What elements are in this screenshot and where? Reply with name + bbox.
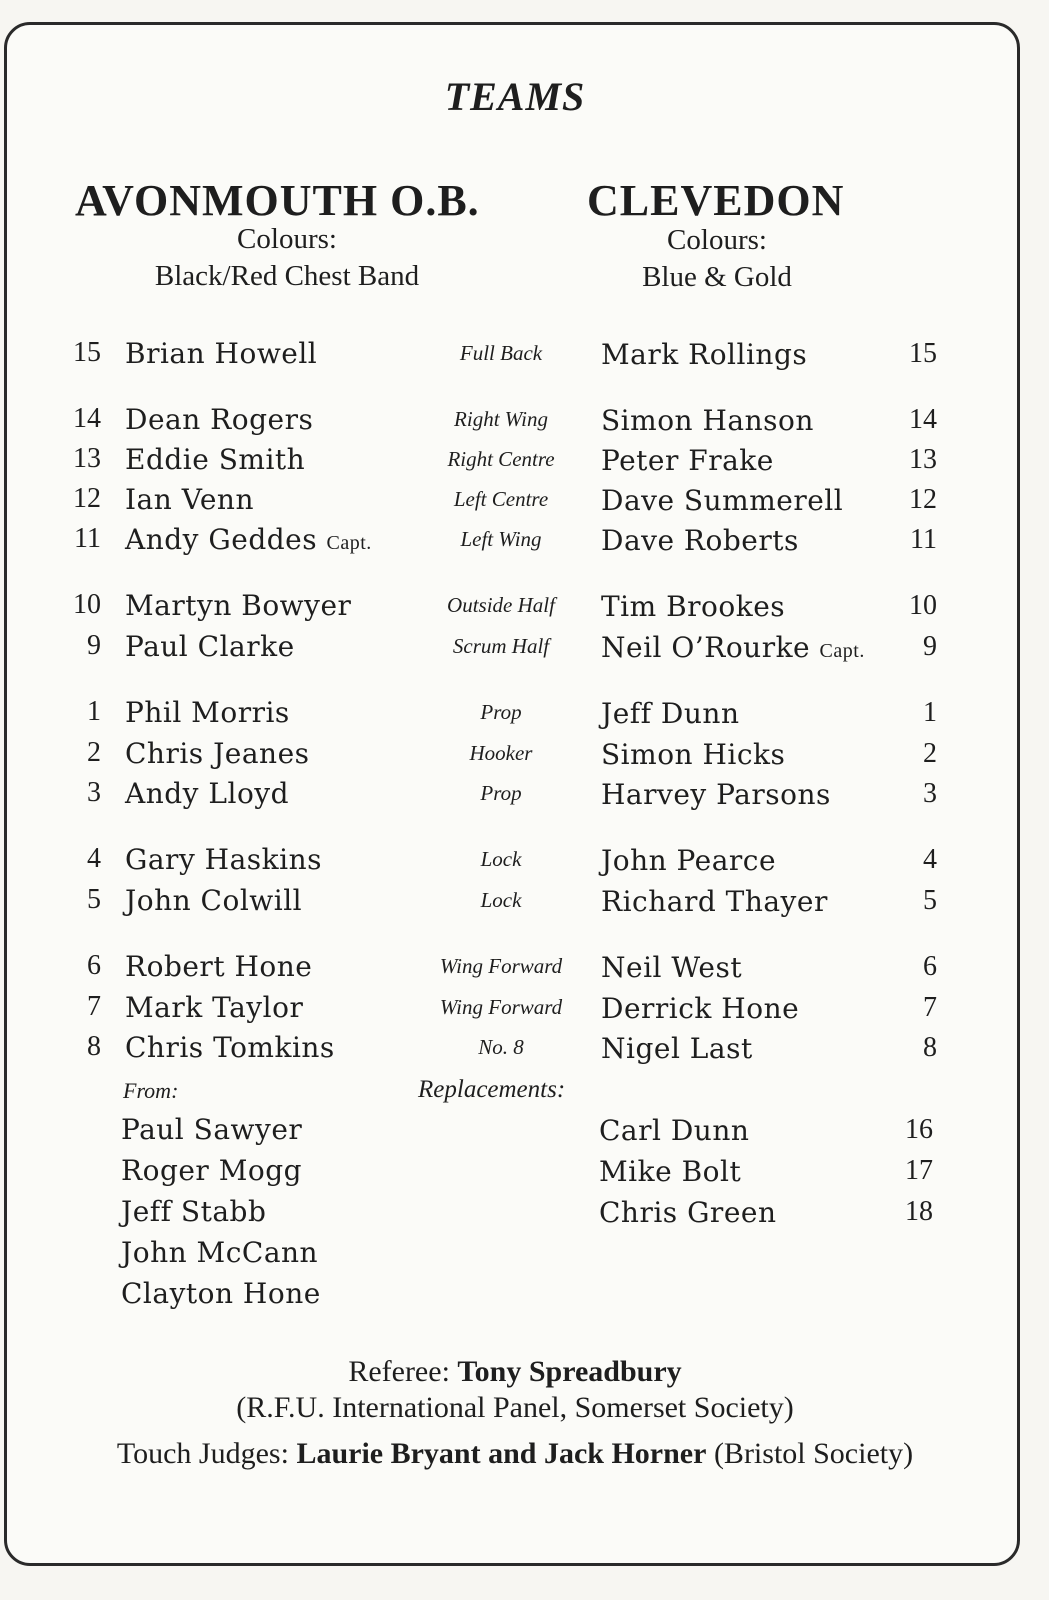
referee-affiliation: (R.F.U. International Panel, Somerset Society) — [236, 1391, 794, 1424]
away-player-name-text: Peter Frake — [601, 444, 774, 477]
home-player-name — [125, 843, 322, 876]
home-player-name-text: Mark Taylor — [125, 991, 304, 1024]
home-player-name-text: Paul Clarke — [125, 630, 295, 663]
home-player-name — [125, 483, 254, 516]
home-player-name-text: Phil Morris — [125, 696, 290, 729]
referee-name: Tony Spreadbury — [457, 1355, 682, 1388]
away-player-name-text: John Pearce — [601, 844, 777, 877]
home-shirt-number: 11 — [74, 523, 101, 554]
away-colours — [567, 222, 867, 296]
away-player-name — [601, 885, 828, 918]
home-shirt-number: 6 — [87, 950, 101, 981]
away-player-name — [601, 951, 742, 984]
away-player-name — [601, 590, 785, 623]
touch-judges-names: Laurie Bryant and Jack Horner — [296, 1437, 707, 1470]
home-colours — [117, 221, 457, 295]
home-replacement-name: Roger Mogg — [121, 1154, 303, 1187]
position-label: No. 8 — [478, 1035, 524, 1059]
touch-judges-affiliation: (Bristol Society) — [713, 1437, 914, 1470]
position-label: Hooker — [469, 741, 533, 765]
touch-judges-line — [7, 1437, 1023, 1471]
away-shirt-number: 11 — [910, 524, 937, 555]
home-player-name — [125, 630, 295, 663]
home-player-name-text: Martyn Bowyer — [125, 589, 352, 622]
away-replacement-name: Carl Dunn — [599, 1114, 750, 1147]
home-shirt-number: 13 — [73, 443, 101, 474]
home-player-name-text: Eddie Smith — [125, 443, 306, 476]
away-player-name — [601, 844, 776, 877]
away-player-name — [601, 697, 739, 730]
away-team-name: CLEVEDON — [587, 176, 845, 225]
home-shirt-number: 5 — [87, 884, 101, 915]
away-player-name-text: Neil West — [601, 951, 743, 984]
position-label: Wing Forward — [439, 995, 563, 1019]
home-player-name — [125, 589, 351, 622]
position-label: Right Centre — [447, 447, 555, 471]
captain-label: Capt. — [326, 532, 372, 554]
replacements-label: Replacements: — [418, 1076, 566, 1103]
away-player-name — [601, 444, 774, 477]
away-shirt-number: 7 — [923, 992, 937, 1023]
away-shirt-number: 4 — [923, 844, 937, 875]
home-player-name — [125, 337, 317, 370]
away-player-name — [601, 484, 843, 517]
home-player-name — [125, 884, 302, 917]
position-label: Prop — [480, 781, 522, 805]
position-label: Left Wing — [460, 527, 542, 551]
position-label: Scrum Half — [452, 634, 550, 658]
position-label: Full Back — [459, 341, 543, 365]
away-shirt-number: 13 — [909, 444, 937, 475]
home-player-name-text: Dean Rogers — [125, 403, 314, 436]
replacements-from-label: From: — [123, 1078, 179, 1103]
home-colours-value: Black/Red Chest Band — [154, 260, 420, 292]
away-player-name — [601, 338, 807, 371]
home-replacement-name: Clayton Hone — [121, 1277, 321, 1310]
away-player-name-text: Simon Hanson — [601, 404, 814, 437]
programme-page-frame — [4, 22, 1020, 1566]
captain-label: Capt. — [819, 640, 865, 662]
away-shirt-number: 3 — [923, 778, 937, 809]
home-player-name-text: Brian Howell — [125, 337, 318, 370]
home-replacement-name: John McCann — [121, 1236, 319, 1269]
away-replacement-name: Mike Bolt — [599, 1155, 742, 1188]
home-player-name — [125, 991, 303, 1024]
referee-line — [7, 1355, 1023, 1389]
home-player-name-text: Chris Tomkins — [125, 1031, 335, 1064]
away-player-name — [601, 738, 785, 771]
away-shirt-number: 8 — [923, 1032, 937, 1063]
home-player-name — [125, 737, 310, 770]
away-player-name-text: Nigel Last — [601, 1032, 753, 1065]
position-label: Lock — [480, 888, 522, 912]
away-player-name — [601, 404, 814, 437]
away-player-name-text: Mark Rollings — [601, 338, 808, 371]
position-label: Left Centre — [453, 487, 549, 511]
home-shirt-number: 7 — [87, 991, 101, 1022]
away-player-name-text: Neil O’Rourke — [601, 631, 811, 664]
away-player-name — [601, 631, 865, 664]
referee-label: Referee: — [348, 1355, 450, 1388]
away-player-name — [601, 1032, 753, 1065]
away-player-name — [601, 524, 799, 557]
home-shirt-number: 3 — [87, 777, 101, 808]
home-shirt-number: 12 — [73, 483, 101, 514]
away-player-name-text: Dave Summerell — [601, 484, 844, 517]
away-shirt-number: 15 — [909, 338, 937, 369]
position-label: Right Wing — [454, 407, 548, 431]
away-shirt-number: 2 — [923, 738, 937, 769]
home-player-name-text: Gary Haskins — [125, 843, 322, 876]
home-player-name-text: Andy Geddes — [125, 523, 318, 556]
away-shirt-number: 1 — [923, 697, 937, 728]
away-player-name-text: Derrick Hone — [601, 992, 800, 1025]
home-player-name — [125, 403, 313, 436]
home-shirt-number: 9 — [87, 630, 101, 661]
away-shirt-number: 6 — [923, 951, 937, 982]
home-player-name — [125, 1031, 335, 1064]
home-player-name-text: Ian Venn — [125, 483, 254, 516]
home-shirt-number: 2 — [87, 737, 101, 768]
home-shirt-number: 8 — [87, 1031, 101, 1062]
home-shirt-number: 4 — [87, 843, 101, 874]
home-player-name — [125, 523, 372, 556]
away-shirt-number: 12 — [909, 484, 937, 515]
home-replacement-name: Jeff Stabb — [121, 1195, 267, 1228]
home-player-name-text: Robert Hone — [125, 950, 313, 983]
home-player-name — [125, 950, 312, 983]
home-shirt-number: 15 — [73, 337, 101, 368]
home-team-name: AVONMOUTH O.B. — [75, 176, 480, 225]
away-replacement-number: 16 — [905, 1114, 933, 1145]
position-label: Outside Half — [447, 593, 555, 617]
position-label: Prop — [480, 700, 522, 724]
away-replacement-number: 17 — [905, 1155, 933, 1186]
away-shirt-number: 14 — [909, 404, 937, 435]
away-colours-value: Blue & Gold — [642, 261, 792, 293]
home-player-name-text: Chris Jeanes — [125, 737, 310, 770]
home-player-name — [125, 696, 290, 729]
away-replacement-number: 18 — [905, 1196, 933, 1227]
away-player-name-text: Simon Hicks — [601, 738, 786, 771]
away-shirt-number: 9 — [923, 631, 937, 662]
away-colours-label: Colours: — [667, 224, 767, 256]
away-shirt-number: 10 — [909, 590, 937, 621]
home-shirt-number: 10 — [73, 589, 101, 620]
home-shirt-number: 14 — [73, 403, 101, 434]
home-player-name — [125, 443, 305, 476]
home-colours-label: Colours: — [237, 223, 337, 255]
away-player-name — [601, 992, 799, 1025]
home-replacement-name: Paul Sawyer — [121, 1113, 303, 1146]
away-player-name-text: Harvey Parsons — [601, 778, 831, 811]
away-shirt-number: 5 — [923, 885, 937, 916]
away-player-name-text: Richard Thayer — [601, 885, 828, 918]
position-label: Wing Forward — [439, 954, 563, 978]
home-player-name-text: Andy Lloyd — [125, 777, 290, 810]
away-player-name-text: Tim Brookes — [601, 590, 786, 623]
home-player-name-text: John Colwill — [125, 884, 303, 917]
away-player-name-text: Dave Roberts — [601, 524, 799, 557]
page-title: TEAMS — [444, 74, 586, 119]
home-shirt-number: 1 — [87, 696, 101, 727]
away-replacement-name: Chris Green — [599, 1196, 777, 1229]
away-player-name — [601, 778, 831, 811]
home-player-name — [125, 777, 289, 810]
away-player-name-text: Jeff Dunn — [601, 697, 740, 730]
position-label: Lock — [480, 847, 522, 871]
touch-judges-label: Touch Judges: — [116, 1437, 289, 1470]
